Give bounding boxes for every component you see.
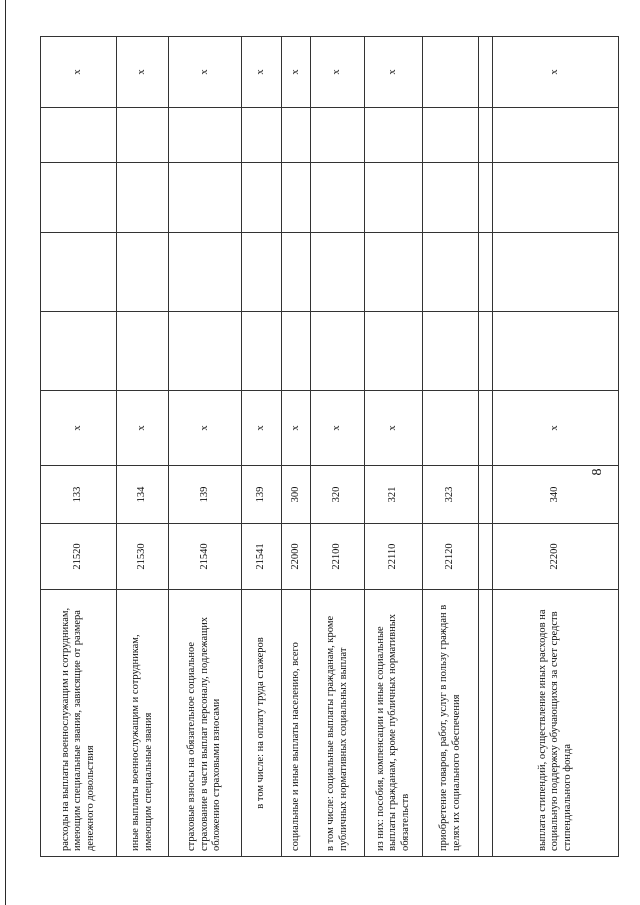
desc-cell: приобретение товаров, работ, услуг в пользу граждан в целях их социального обеспечения	[423, 590, 479, 857]
value-cell-5	[41, 233, 117, 312]
value-cell-3: x	[117, 391, 169, 466]
value-cell-8: x	[242, 37, 282, 108]
value-cell-5	[479, 233, 493, 312]
line-code-cell: 21530	[117, 524, 169, 590]
value-cell-7	[169, 108, 242, 163]
value-cell-7	[423, 108, 479, 163]
value-cell-4	[117, 312, 169, 391]
value-cell-5	[311, 233, 365, 312]
value-cell-4	[493, 312, 619, 391]
line-code-cell: 22200	[493, 524, 619, 590]
value-cell-3: x	[311, 391, 365, 466]
value-cell-7	[41, 108, 117, 163]
value-cell-7	[365, 108, 423, 163]
desc-cell: расходы на выплаты военнослужащим и сотрудникам, имеющим специальные звания, зависящие от размера денежного довольствия	[41, 590, 117, 857]
line-code-cell: 22120	[423, 524, 479, 590]
value-cell-6	[41, 163, 117, 233]
rotated-table-wrapper	[40, 37, 618, 857]
table-row	[282, 37, 311, 857]
value-cell-5	[365, 233, 423, 312]
value-cell-6	[479, 163, 493, 233]
table-row	[169, 37, 242, 857]
value-cell-8: x	[169, 37, 242, 108]
value-cell-4	[242, 312, 282, 391]
desc-cell	[479, 590, 493, 857]
table-row	[41, 37, 117, 857]
value-cell-4	[169, 312, 242, 391]
value-cell-7	[117, 108, 169, 163]
value-cell-4	[423, 312, 479, 391]
value-cell-5	[493, 233, 619, 312]
value-cell-5	[169, 233, 242, 312]
value-cell-8	[423, 37, 479, 108]
desc-cell: в том числе: социальные выплаты гражданам, кроме публичных нормативных социальных выплат	[311, 590, 365, 857]
value-cell-4	[311, 312, 365, 391]
line-code-cell: 21541	[242, 524, 282, 590]
value-cell-3: x	[169, 391, 242, 466]
value-cell-3: x	[282, 391, 311, 466]
value-cell-5	[423, 233, 479, 312]
value-cell-8: x	[365, 37, 423, 108]
table-row	[423, 37, 479, 857]
desc-cell: в том числе: на оплату труда стажеров	[242, 590, 282, 857]
value-cell-4	[479, 312, 493, 391]
table-row	[479, 37, 493, 857]
desc-cell: социальные и иные выплаты населению, всего	[282, 590, 311, 857]
value-cell-3	[423, 391, 479, 466]
kosgu-code-cell: 320	[311, 466, 365, 524]
table-row	[311, 37, 365, 857]
value-cell-3: x	[493, 391, 619, 466]
kosgu-code-cell: 323	[423, 466, 479, 524]
line-code-cell: 22100	[311, 524, 365, 590]
page-left-edge-line	[5, 0, 6, 905]
kosgu-code-cell	[479, 466, 493, 524]
kosgu-code-cell: 139	[242, 466, 282, 524]
kosgu-code-cell: 321	[365, 466, 423, 524]
value-cell-8: x	[41, 37, 117, 108]
value-cell-3: x	[242, 391, 282, 466]
value-cell-5	[117, 233, 169, 312]
value-cell-8: x	[282, 37, 311, 108]
value-cell-8: x	[311, 37, 365, 108]
value-cell-7	[493, 108, 619, 163]
kosgu-code-cell: 139	[169, 466, 242, 524]
table-row	[117, 37, 169, 857]
desc-cell: выплата стипендий, осуществление иных расходов на социальную поддержку обучающихся за счет средств стипендиального фонда	[493, 590, 619, 857]
value-cell-6	[282, 163, 311, 233]
table-row	[365, 37, 423, 857]
line-code-cell: 21520	[41, 524, 117, 590]
line-code-cell: 22110	[365, 524, 423, 590]
value-cell-4	[365, 312, 423, 391]
page-number: 8	[590, 468, 605, 476]
line-code-cell	[479, 524, 493, 590]
value-cell-7	[282, 108, 311, 163]
value-cell-6	[365, 163, 423, 233]
desc-cell: страховые взносы на обязательное социальное страхование в части выплат персоналу, подлежащих обложению страховыми взносами	[169, 590, 242, 857]
value-cell-6	[117, 163, 169, 233]
value-cell-6	[242, 163, 282, 233]
value-cell-7	[242, 108, 282, 163]
kosgu-code-cell: 300	[282, 466, 311, 524]
value-cell-4	[41, 312, 117, 391]
value-cell-6	[423, 163, 479, 233]
value-cell-3: x	[41, 391, 117, 466]
desc-cell: иные выплаты военнослужащим и сотрудникам, имеющим специальные звания	[117, 590, 169, 857]
table-row	[242, 37, 282, 857]
desc-cell: из них: пособия, компенсации и иные социальные выплаты гражданам, кроме публичных нормативных обязательств	[365, 590, 423, 857]
table-row	[493, 37, 619, 857]
value-cell-4	[282, 312, 311, 391]
kosgu-code-cell: 340	[493, 466, 619, 524]
value-cell-7	[311, 108, 365, 163]
value-cell-5	[282, 233, 311, 312]
kosgu-code-cell: 133	[41, 466, 117, 524]
value-cell-5	[242, 233, 282, 312]
table-body	[41, 37, 619, 857]
value-cell-3: x	[365, 391, 423, 466]
value-cell-3	[479, 391, 493, 466]
line-code-cell: 22000	[282, 524, 311, 590]
financial-table	[40, 36, 619, 857]
value-cell-6	[169, 163, 242, 233]
line-code-cell: 21540	[169, 524, 242, 590]
value-cell-6	[493, 163, 619, 233]
value-cell-8: x	[117, 37, 169, 108]
value-cell-8	[479, 37, 493, 108]
value-cell-8: x	[493, 37, 619, 108]
value-cell-7	[479, 108, 493, 163]
value-cell-6	[311, 163, 365, 233]
kosgu-code-cell: 134	[117, 466, 169, 524]
